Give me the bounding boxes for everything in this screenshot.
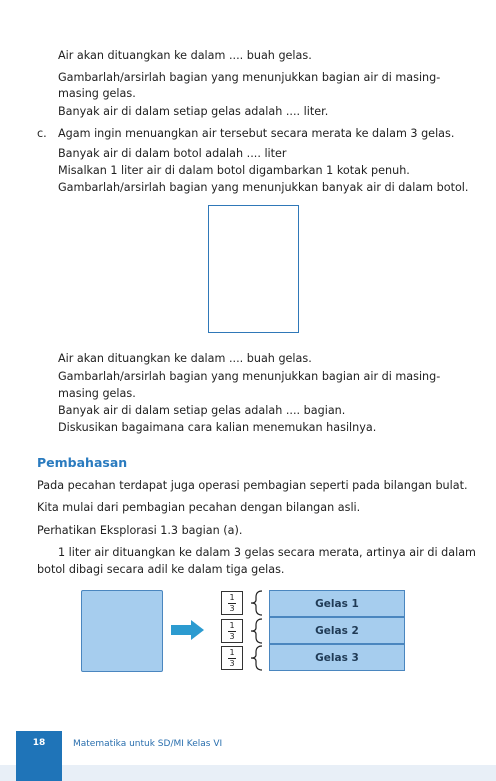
text-line: Air akan dituangkan ke dalam .... buah gelas. bbox=[58, 352, 312, 365]
glass-1-block: Gelas 1 bbox=[269, 590, 405, 617]
text-line: Misalkan 1 liter air di dalam botol digambarkan 1 kotak penuh. bbox=[58, 164, 410, 177]
text-line: Banyak air di dalam botol adalah .... liter bbox=[58, 147, 287, 160]
text-line: Air akan dituangkan ke dalam .... buah gelas. bbox=[58, 49, 312, 62]
brace-icon bbox=[248, 589, 266, 617]
text-line: Diskusikan bagaimana cara kalian menemukan hasilnya. bbox=[58, 421, 377, 434]
text-line: Banyak air di dalam setiap gelas adalah .... bagian. bbox=[58, 404, 346, 417]
text-line: 1 liter air dituangkan ke dalam 3 gelas secara merata, artinya air di dalam bbox=[58, 546, 476, 559]
glass-2-block: Gelas 2 bbox=[269, 617, 405, 644]
text-line: masing gelas. bbox=[58, 387, 136, 400]
arrow-right-icon bbox=[171, 620, 205, 640]
text-line: Banyak air di dalam setiap gelas adalah .... liter. bbox=[58, 105, 329, 118]
fraction-one-third: 1 3 bbox=[221, 646, 243, 670]
text-line: Kita mulai dari pembagian pecahan dengan bilangan asli. bbox=[37, 501, 361, 514]
text-line: botol dibagi secara adil ke dalam tiga gelas. bbox=[37, 563, 285, 576]
text-line: Pada pecahan terdapat juga operasi pembagian seperti pada bilangan bulat. bbox=[37, 479, 468, 492]
bottle-drawing-box[interactable] bbox=[208, 205, 299, 333]
footer-band bbox=[0, 765, 496, 781]
fraction-one-third: 1 3 bbox=[221, 619, 243, 643]
brace-icon bbox=[248, 617, 266, 645]
book-title: Matematika untuk SD/MI Kelas VI bbox=[73, 739, 223, 749]
page-number: 18 bbox=[16, 731, 62, 781]
brace-icon bbox=[248, 644, 266, 672]
text-line: Gambarlah/arsirlah bagian yang menunjukkan bagian air di masing- bbox=[58, 370, 441, 383]
text-line: masing gelas. bbox=[58, 87, 136, 100]
section-heading: Pembahasan bbox=[37, 455, 128, 470]
text-line: Perhatikan Eksplorasi 1.3 bagian (a). bbox=[37, 524, 243, 537]
text-line: Gambarlah/arsirlah bagian yang menunjukkan bagian air di masing- bbox=[58, 71, 441, 84]
text-line: Agam ingin menuangkan air tersebut secara merata ke dalam 3 gelas. bbox=[58, 127, 455, 140]
full-bottle-block bbox=[81, 590, 163, 672]
text-line: Gambarlah/arsirlah bagian yang menunjukkan banyak air di dalam botol. bbox=[58, 181, 469, 194]
fraction-one-third: 1 3 bbox=[221, 591, 243, 615]
list-marker: c. bbox=[37, 127, 47, 140]
glass-3-block: Gelas 3 bbox=[269, 644, 405, 671]
